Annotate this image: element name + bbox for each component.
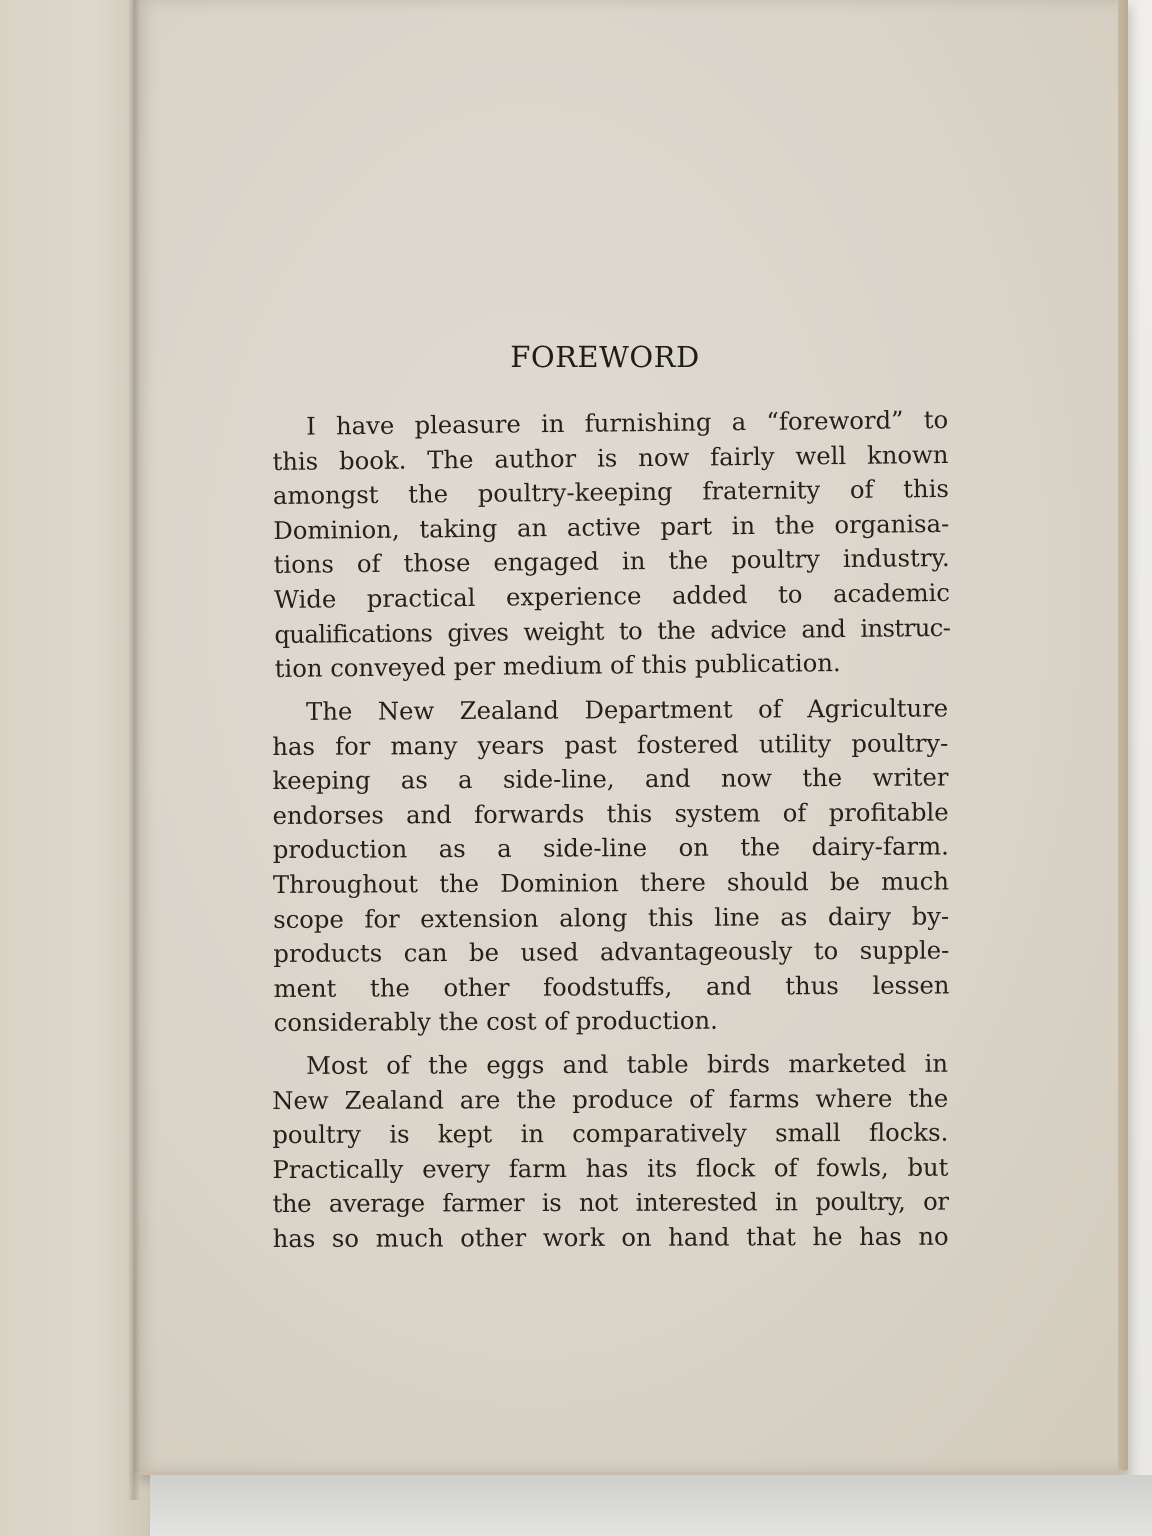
table-surface <box>150 1475 1152 1536</box>
book-gutter <box>128 0 140 1500</box>
text-line: qualifications gives weight to the advice and instruc- <box>274 612 951 649</box>
text-line: Practically every farm has its flock of fowls, but <box>272 1152 949 1184</box>
text-line: endorses and forwards this system of profitable <box>272 796 949 830</box>
text-line: The New Zealand Department of Agriculture <box>306 693 949 726</box>
text-line: this book. The author is now fairly well known <box>272 439 949 476</box>
text-line: has for many years past fostered utility poultry- <box>272 727 949 761</box>
paragraph-2 <box>272 691 950 1040</box>
page-edge <box>1118 0 1128 1470</box>
foreword-body <box>272 404 951 1256</box>
text-line: considerably the cost of production. <box>273 1005 718 1038</box>
text-line: production as a side-line on the dairy-farm. <box>272 831 949 865</box>
text-line: has so much other work on hand that he has no <box>272 1221 949 1253</box>
text-line: New Zealand are the produce of farms where the <box>272 1082 949 1115</box>
text-line: amongst the poultry-keeping fraternity of this <box>272 474 950 511</box>
text-line: I have pleasure in furnishing a “foreword” to <box>306 404 949 441</box>
text-line: Wide practical experience added to academic <box>273 577 951 614</box>
text-line: Dominion, taking an active part in the organisa- <box>273 508 950 545</box>
text-line: Throughout the Dominion there should be much <box>272 866 950 899</box>
text-line: tions of those engaged in the poultry industry. <box>273 543 950 580</box>
page-title: FOREWORD <box>510 340 700 374</box>
text-line: the average farmer is not interested in poultry, or <box>272 1186 949 1219</box>
text-line: products can be used advantageously to supple- <box>273 935 950 968</box>
paragraph-3 <box>272 1046 949 1256</box>
text-line: poultry is kept in comparatively small flocks. <box>272 1117 949 1149</box>
text-line: scope for extension along this line as dairy by- <box>273 900 950 934</box>
text-line: tion conveyed per medium of this publication. <box>274 648 841 684</box>
paragraph-1 <box>272 403 951 687</box>
text-line: Most of the eggs and table birds marketed in <box>306 1048 949 1080</box>
text-line: ment the other foodstuffs, and thus lessen <box>273 969 950 1003</box>
text-line: keeping as a side-line, and now the writer <box>272 762 949 795</box>
